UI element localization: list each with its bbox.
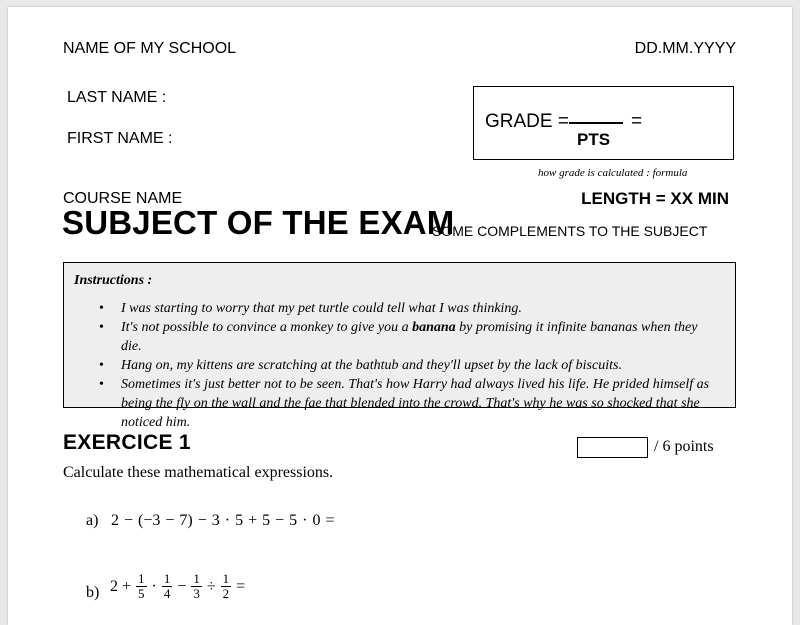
operator: ÷ [206, 577, 216, 595]
fraction [135, 572, 148, 601]
first-name-label: FIRST NAME : [67, 130, 173, 147]
last-name-label: LAST NAME : [67, 89, 167, 106]
numerator: 1 [222, 571, 230, 586]
exam-date: DD.MM.YYYY [634, 40, 736, 57]
operator: · [151, 577, 157, 595]
exercise-points: / 6 points [654, 438, 714, 455]
denominator: 5 [138, 586, 145, 601]
bullet-icon: • [99, 358, 104, 373]
instructions-box [63, 262, 736, 430]
emphasis-word: banana [412, 320, 456, 335]
numerator: 1 [193, 571, 200, 586]
grade-equals: = [631, 111, 643, 132]
exam-subject-title: SUBJECT OF THE EXAM [62, 204, 455, 241]
exam-length: LENGTH = XX MIN [581, 189, 729, 208]
exercise-title: EXERCICE 1 [63, 431, 191, 454]
grade-fraction-bar [569, 122, 623, 124]
instruction-item: • Sometimes it's just better not to be seen. That's how Harry had always lived his life. He prided himself as being the fly on the wall and the fae that blended into the crowd. That's why he was so shocked that she noticed him. [99, 377, 710, 430]
grade-box [473, 86, 734, 160]
exercise-description: Calculate these mathematical expressions. [63, 464, 334, 481]
fraction [161, 572, 174, 601]
grade-pts: PTS [577, 130, 611, 149]
course-name: COURSE NAME [63, 190, 183, 207]
numerator: 1 [163, 571, 171, 586]
denominator: 4 [163, 586, 171, 601]
school-name: NAME OF MY SCHOOL [63, 40, 237, 57]
bullet-icon: • [99, 320, 104, 335]
instruction-item: • It's not possible to convince a monkey to give you a banana by promising it infinite bananas when they die. [99, 320, 698, 354]
expr-lead: 2 + [110, 577, 132, 595]
fraction [190, 572, 203, 601]
question-a-expression: 2 − (−3 − 7) − 3 · 5 + 5 − 5 · 0 = [111, 512, 335, 529]
fraction [220, 572, 233, 601]
instructions-list [64, 299, 735, 432]
instruction-item: • I was starting to worry that my pet turtle could tell what I was thinking. [99, 301, 522, 316]
denominator: 2 [222, 586, 230, 601]
bullet-icon: • [99, 377, 104, 392]
grade-formula-note: how grade is calculated : formula [538, 167, 688, 179]
expr-tail: = [236, 577, 246, 595]
question-b-expression [110, 572, 245, 601]
grade-label: GRADE = [485, 111, 569, 132]
instruction-item: • Hang on, my kittens are scratching at the bathtub and they'll upset by the lack of biscuits. [99, 358, 622, 373]
exam-page [8, 7, 792, 625]
score-input-box[interactable] [577, 437, 648, 458]
denominator: 3 [193, 586, 200, 601]
instructions-title: Instructions : [74, 273, 153, 288]
numerator: 1 [138, 571, 145, 586]
bullet-icon: • [99, 301, 104, 316]
subject-complement: SOME COMPLEMENTS TO THE SUBJECT [432, 223, 708, 239]
question-a-label: a) [86, 512, 99, 529]
question-b-label: b) [86, 584, 100, 601]
operator: − [177, 577, 187, 595]
